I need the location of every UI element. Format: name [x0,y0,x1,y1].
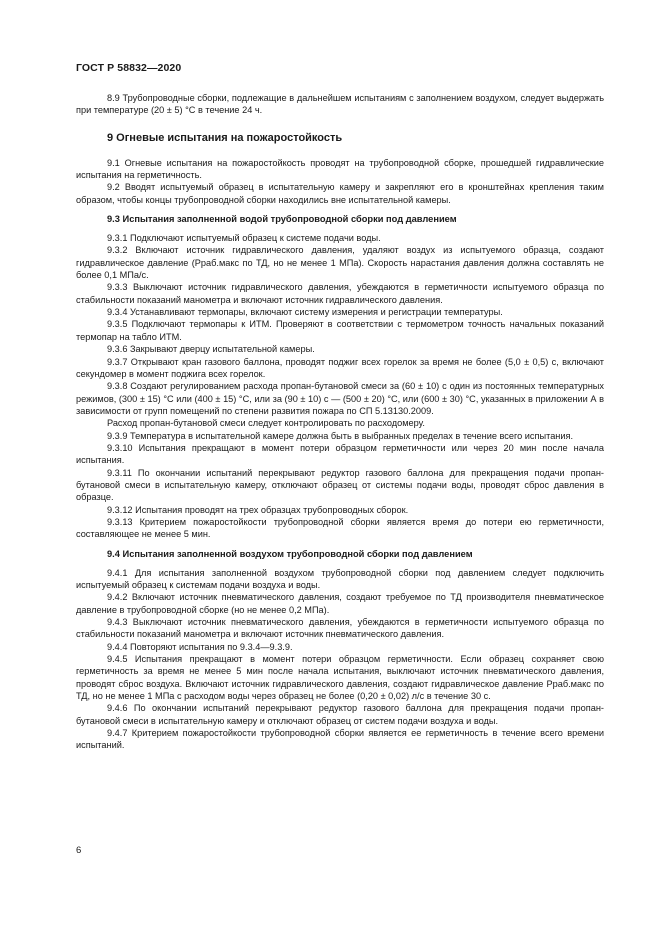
paragraph-9-4-1: 9.4.1 Для испытания заполненной воздухом трубопроводной сборки под давлением следует подключить испытуемый образец к системам подачи воздуха и воды. [76,567,604,590]
paragraph-9-3-5: 9.3.5 Подключают термопары к ИТМ. Проверяют в соответствии с термометром точность начальных показаний термопар на табло ИТМ. [76,319,604,342]
paragraph-9-3-2: 9.3.2 Включают источник гидравлического давления, удаляют воздух из испытуемого образца, создают гидравлическое давление (Pраб.макс по ТД, но не менее 1 МПа). Скорость нарастания давления должна составлять не более 0,1 МПа/с. [76,245,604,281]
paragraph-9-3-6: 9.3.6 Закрывают дверцу испытательной камеры. [107,344,315,355]
paragraph-9-3-8-flow: Расход пропан-бутановой смеси следует контролировать по расходомеру. [107,418,425,429]
paragraph-9-4-7: 9.4.7 Критерием пожаростойкости трубопроводной сборки является ее герметичность в течение всего времени испытаний. [76,728,604,751]
document-code-header: ГОСТ Р 58832—2020 [76,62,182,74]
paragraph-9-3-9: 9.3.9 Температура в испытательной камере должна быть в выбранных пределах в течение всего испытания. [107,430,574,441]
paragraph-9-4-5: 9.4.5 Испытания прекращают в момент потери образцом герметичности. Если образец сохраняет свою герметичность за время не менее 5 мин после начала испытания, выключают источник пневматического давления, проводят сброс воздуха. Включают источник гидравлического давления, создают гидравлическое давление Pраб.макс по ТД, но не менее 1 МПа с расходом воды через образец не более (0,20 ± 0,02) л/с в течение 30 с. [76,654,604,702]
paragraph-9-3-13: 9.3.13 Критерием пожаростойкости трубопроводной сборки является время до потери ею герметичности, составляющее не менее 5 мин. [76,516,604,540]
paragraph-9-3-10: 9.3.10 Испытания прекращают в момент потери образцом герметичности или через 20 мин после начала испытания. [76,442,604,466]
document-body [76,92,604,752]
paragraph-9-3-7: 9.3.7 Открывают кран газового баллона, проводят поджиг всех горелок за время не более (5,0 ± 0,5) с, включают секундомер в момент поджига всех горелок. [76,356,604,379]
paragraph-9-1: 9.1 Огневые испытания на пожаростойкость проводят на трубопроводной сборке, прошедшей гидравлические испытания на герметичность. [76,157,604,181]
paragraph-9-4-4: 9.4.4 Повторяют испытания по 9.3.4—9.3.9. [107,641,293,652]
paragraph-9-3-3: 9.3.3 Выключают источник гидравлического давления, убеждаются в герметичности испытуемого образца по стабильности показаний манометра и включают источник гидравлического давления. [76,282,604,305]
paragraph-9-3-11: 9.3.11 По окончании испытаний перекрывают редуктор газового баллона для прекращения подачи пропан-бутановой смеси в испытательную камеру, отключают образец от системы подачи воды, проводят сброс давления в образце. [76,467,604,503]
paragraph-9-4-2: 9.4.2 Включают источник пневматического давления, создают требуемое по ТД производителя пневматическое давление в трубопроводной сборке (но не менее 0,2 МПа). [76,592,604,615]
paragraph-8-9: 8.9 Трубопроводные сборки, подлежащие в дальнейшем испытаниям с заполнением воздухом, следует выдержать при температуре (20 ± 5) °С в течение 24 ч. [76,93,604,116]
section-9-heading: 9 Огневые испытания на пожаростойкость [107,131,343,144]
paragraph-9-4-3: 9.4.3 Выключают источник пневматического давления, убеждаются в герметичности испытуемого образца по стабильности показаний манометра и включают источник пневматического давления. [76,617,604,640]
paragraph-9-3-12: 9.3.12 Испытания проводят на трех образцах трубопроводных сборок. [107,504,409,515]
paragraph-9-3-1: 9.3.1 Подключают испытуемый образец к системе подачи воды. [107,233,381,244]
paragraph-9-2: 9.2 Вводят испытуемый образец в испытательную камеру и закрепляют его в кронштейнах крепления таким образом, чтобы концы трубопроводной сборки находились вне испытательной камеры. [76,182,604,205]
section-9-3-heading: 9.3 Испытания заполненной водой трубопроводной сборки под давлением [107,214,457,225]
section-9-4-heading: 9.4 Испытания заполненной воздухом трубопроводной сборки под давлением [107,548,473,559]
paragraph-9-4-6: 9.4.6 По окончании испытаний перекрывают редуктор газового баллона для прекращения подачи пропан-бутановой смеси в испытательную камеру и отключают образец от систем подачи воздуха и воды. [76,703,604,726]
paragraph-9-3-4: 9.3.4 Устанавливают термопары, включают систему измерения и регистрации температуры. [107,307,503,318]
page-number: 6 [76,845,82,856]
paragraph-9-3-8: 9.3.8 Создают регулированием расхода пропан-бутановой смеси за (60 ± 10) с один из постоянных температурных режимов, (300 ± 15) °С или (400 ± 15) °С, или за (90 ± 10) с — (500 ± 20) °С, или (600 ± 30) °С, указанных в приложении А в зависимости от групп помещений по степени развития пожара по СП 5.13130.2009. [76,381,604,416]
